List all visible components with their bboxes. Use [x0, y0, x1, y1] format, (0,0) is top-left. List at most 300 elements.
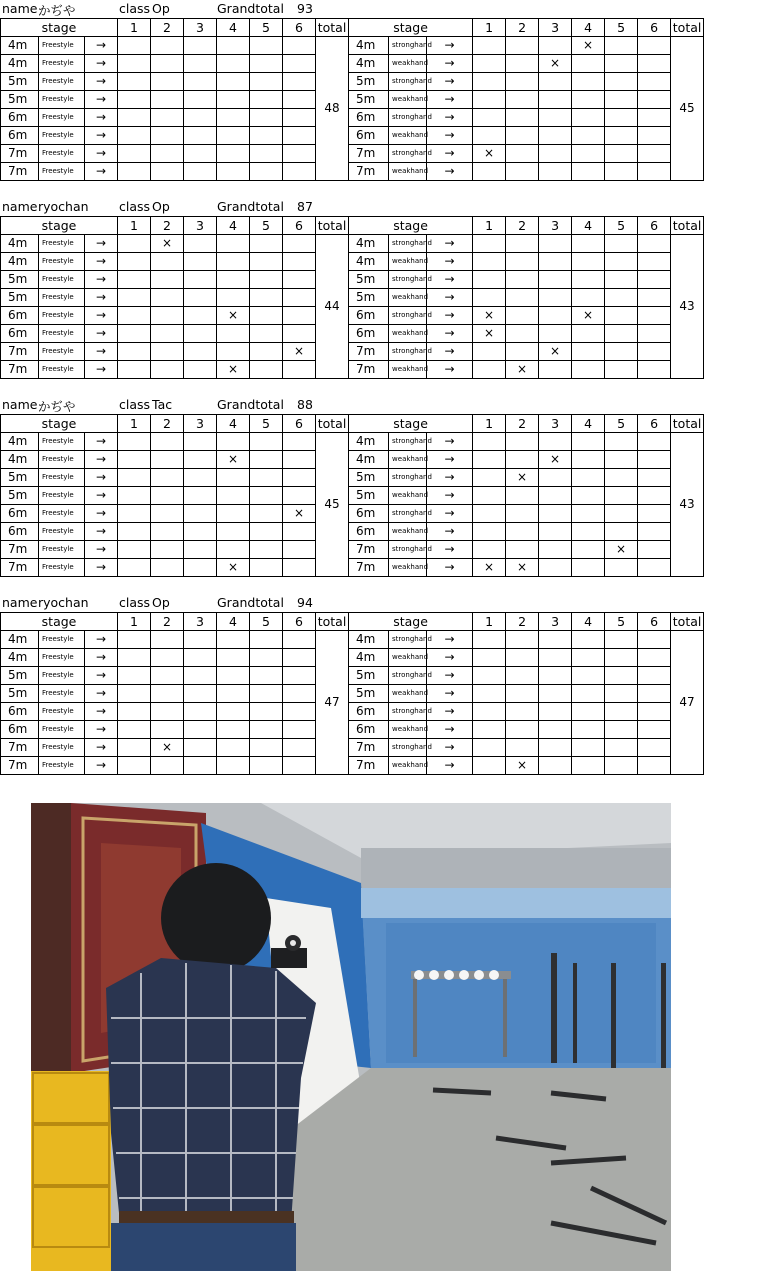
right-score-cell [506, 271, 539, 289]
right-score-cell [572, 667, 605, 685]
right-score-cell [605, 55, 638, 73]
right-distance-cell: 6m [349, 721, 389, 739]
left-score-cell [151, 667, 184, 685]
right-score-cell: × [539, 343, 572, 361]
right-distance-cell: 6m [349, 325, 389, 343]
right-score-cell [638, 757, 671, 775]
class-value: Op [152, 199, 170, 214]
right-stage-tag-cell: weakhand [389, 127, 427, 145]
left-score-cell [283, 145, 316, 163]
right-stage-tag-cell: stronghand [389, 145, 427, 163]
left-stage-tag-cell: Freestyle [39, 505, 85, 523]
right-arrow-cell: → [427, 127, 473, 145]
right-score-cell [473, 91, 506, 109]
left-score-cell [283, 721, 316, 739]
left-total-header: total [316, 19, 349, 37]
right-score-cell [638, 325, 671, 343]
left-distance-cell: 6m [1, 127, 39, 145]
right-score-cell [506, 631, 539, 649]
right-score-cell [605, 235, 638, 253]
right-column-header: 2 [506, 415, 539, 433]
right-score-cell [539, 145, 572, 163]
left-score-cell [118, 91, 151, 109]
right-score-cell [605, 325, 638, 343]
left-score-cell: × [217, 559, 250, 577]
right-score-cell [572, 631, 605, 649]
left-score-cell [184, 37, 217, 55]
right-score-cell [473, 487, 506, 505]
right-distance-cell: 4m [349, 451, 389, 469]
right-score-cell [638, 469, 671, 487]
left-score-cell [151, 289, 184, 307]
left-score-cell [217, 109, 250, 127]
left-score-cell [151, 451, 184, 469]
right-score-cell [572, 433, 605, 451]
right-score-cell [506, 703, 539, 721]
left-score-cell [118, 289, 151, 307]
left-score-cell [283, 487, 316, 505]
right-distance-cell: 7m [349, 163, 389, 181]
left-arrow-cell: → [85, 739, 118, 757]
left-score-cell [283, 433, 316, 451]
right-stage-header: stage [349, 415, 473, 433]
left-distance-cell: 4m [1, 649, 39, 667]
right-score-cell [638, 523, 671, 541]
right-score-cell [473, 631, 506, 649]
left-score-cell [118, 73, 151, 91]
left-distance-cell: 6m [1, 109, 39, 127]
left-score-cell [151, 685, 184, 703]
right-distance-cell: 5m [349, 271, 389, 289]
right-column-header: 6 [638, 19, 671, 37]
right-score-cell [572, 127, 605, 145]
left-distance-cell: 4m [1, 631, 39, 649]
right-score-cell: × [539, 451, 572, 469]
left-score-cell: × [151, 235, 184, 253]
left-distance-cell: 6m [1, 703, 39, 721]
right-score-cell: × [605, 541, 638, 559]
right-arrow-cell: → [427, 307, 473, 325]
left-score-cell [151, 757, 184, 775]
left-score-cell [151, 271, 184, 289]
left-arrow-cell: → [85, 145, 118, 163]
left-score-cell [184, 487, 217, 505]
left-score-cell [250, 145, 283, 163]
right-arrow-cell: → [427, 631, 473, 649]
right-score-cell [572, 271, 605, 289]
left-score-cell [250, 55, 283, 73]
right-score-cell [572, 649, 605, 667]
right-stage-tag-cell: weakhand [389, 361, 427, 379]
right-stage-tag-cell: weakhand [389, 55, 427, 73]
right-score-cell [572, 235, 605, 253]
right-score-cell [506, 289, 539, 307]
right-score-cell [506, 667, 539, 685]
right-arrow-cell: → [427, 703, 473, 721]
table-row [1, 73, 777, 91]
right-distance-cell: 7m [349, 145, 389, 163]
right-column-header: 1 [473, 613, 506, 631]
right-distance-cell: 5m [349, 667, 389, 685]
left-distance-cell: 6m [1, 307, 39, 325]
right-stage-tag-cell: weakhand [389, 721, 427, 739]
right-score-cell [473, 163, 506, 181]
left-score-cell [250, 739, 283, 757]
left-score-cell [118, 469, 151, 487]
left-score-cell [250, 253, 283, 271]
right-score-cell: × [506, 469, 539, 487]
right-arrow-cell: → [427, 325, 473, 343]
right-score-cell [506, 37, 539, 55]
left-score-cell [184, 109, 217, 127]
right-arrow-cell: → [427, 757, 473, 775]
left-arrow-cell: → [85, 91, 118, 109]
right-score-cell [605, 487, 638, 505]
right-score-cell: × [506, 361, 539, 379]
left-score-cell [184, 703, 217, 721]
left-score-cell [184, 325, 217, 343]
left-score-cell [250, 235, 283, 253]
left-distance-cell: 7m [1, 163, 39, 181]
left-score-cell [184, 559, 217, 577]
left-score-cell [283, 271, 316, 289]
right-arrow-cell: → [427, 469, 473, 487]
right-column-header: 5 [605, 415, 638, 433]
left-score-cell [118, 163, 151, 181]
left-arrow-cell: → [85, 469, 118, 487]
left-score-cell [283, 451, 316, 469]
grandtotal-label: Grandtotal [217, 1, 284, 16]
left-score-cell [118, 703, 151, 721]
left-score-cell [151, 703, 184, 721]
left-distance-cell: 4m [1, 253, 39, 271]
right-score-cell [605, 523, 638, 541]
right-score-cell [506, 73, 539, 91]
sheet-header [0, 0, 725, 18]
left-score-cell [283, 541, 316, 559]
left-score-cell [151, 649, 184, 667]
table-row [1, 685, 777, 703]
left-score-cell [283, 559, 316, 577]
right-score-cell [605, 433, 638, 451]
table-row [1, 469, 777, 487]
right-score-cell [539, 703, 572, 721]
table-row [1, 307, 777, 325]
left-stage-tag-cell: Freestyle [39, 469, 85, 487]
right-score-cell [572, 91, 605, 109]
left-score-cell [250, 433, 283, 451]
right-score-cell [473, 667, 506, 685]
class-label: class [119, 1, 151, 16]
left-score-cell [217, 487, 250, 505]
left-column-header: 6 [283, 19, 316, 37]
right-score-cell [506, 109, 539, 127]
table-row [1, 757, 777, 775]
left-score-cell [217, 667, 250, 685]
right-score-cell [605, 343, 638, 361]
table-row [1, 361, 777, 379]
left-column-header: 3 [184, 613, 217, 631]
left-column-header: 4 [217, 217, 250, 235]
left-column-header: 1 [118, 613, 151, 631]
left-score-cell [184, 253, 217, 271]
right-distance-cell: 4m [349, 55, 389, 73]
left-score-cell [283, 757, 316, 775]
left-score-cell [184, 505, 217, 523]
left-score-cell [283, 37, 316, 55]
left-stage-tag-cell: Freestyle [39, 73, 85, 91]
right-score-cell: × [539, 55, 572, 73]
left-score-cell [184, 91, 217, 109]
left-score-cell [151, 325, 184, 343]
left-score-cell [250, 163, 283, 181]
left-score-cell [118, 721, 151, 739]
left-score-cell [184, 721, 217, 739]
right-stage-tag-cell: stronghand [389, 505, 427, 523]
left-score-cell [217, 433, 250, 451]
left-column-header: 2 [151, 415, 184, 433]
right-distance-cell: 7m [349, 739, 389, 757]
right-score-cell [506, 343, 539, 361]
left-score-cell [283, 523, 316, 541]
table-row [1, 505, 777, 523]
left-score-cell [184, 739, 217, 757]
right-total-header: total [671, 415, 704, 433]
right-score-cell [473, 523, 506, 541]
left-stage-tag-cell: Freestyle [39, 433, 85, 451]
left-score-cell [118, 109, 151, 127]
left-distance-cell: 7m [1, 361, 39, 379]
right-score-cell: × [506, 559, 539, 577]
left-score-cell [151, 487, 184, 505]
right-score-cell [572, 757, 605, 775]
left-score-cell [250, 271, 283, 289]
left-arrow-cell: → [85, 721, 118, 739]
right-score-cell [605, 505, 638, 523]
right-score-cell [506, 307, 539, 325]
right-distance-cell: 4m [349, 37, 389, 55]
right-distance-cell: 6m [349, 127, 389, 145]
left-score-cell [217, 469, 250, 487]
right-column-header: 5 [605, 19, 638, 37]
right-total-header: total [671, 217, 704, 235]
right-score-cell [605, 721, 638, 739]
left-score-cell: × [217, 361, 250, 379]
right-distance-cell: 5m [349, 487, 389, 505]
left-score-cell [283, 127, 316, 145]
right-score-cell [638, 739, 671, 757]
left-score-cell [217, 73, 250, 91]
left-score-cell [217, 631, 250, 649]
right-score-cell [638, 541, 671, 559]
grandtotal-label: Grandtotal [217, 199, 284, 214]
right-score-cell [473, 253, 506, 271]
left-score-cell [184, 127, 217, 145]
right-stage-tag-cell: stronghand [389, 667, 427, 685]
left-score-cell [184, 631, 217, 649]
left-score-cell [184, 343, 217, 361]
right-score-cell [473, 271, 506, 289]
left-score-cell [151, 559, 184, 577]
right-distance-cell: 7m [349, 361, 389, 379]
left-score-cell [118, 757, 151, 775]
right-score-cell [605, 109, 638, 127]
left-column-header: 5 [250, 613, 283, 631]
left-score-cell [217, 271, 250, 289]
left-score-cell [151, 55, 184, 73]
left-arrow-cell: → [85, 271, 118, 289]
right-distance-cell: 4m [349, 253, 389, 271]
right-score-cell [638, 73, 671, 91]
left-score-cell [184, 235, 217, 253]
left-score-cell [118, 343, 151, 361]
left-score-cell [118, 541, 151, 559]
right-score-cell: × [506, 757, 539, 775]
right-score-cell [572, 505, 605, 523]
left-score-cell [184, 451, 217, 469]
left-arrow-cell: → [85, 757, 118, 775]
class-value: Op [152, 595, 170, 610]
right-score-cell [506, 325, 539, 343]
table-row [1, 271, 777, 289]
left-stage-tag-cell: Freestyle [39, 559, 85, 577]
left-score-cell [217, 253, 250, 271]
left-score-cell [250, 649, 283, 667]
right-score-cell [605, 253, 638, 271]
left-column-header: 4 [217, 415, 250, 433]
right-score-cell [473, 73, 506, 91]
right-score-cell [605, 127, 638, 145]
left-score-cell [118, 451, 151, 469]
left-stage-tag-cell: Freestyle [39, 523, 85, 541]
left-distance-cell: 5m [1, 73, 39, 91]
right-score-cell [638, 487, 671, 505]
table-row [1, 523, 777, 541]
left-arrow-cell: → [85, 37, 118, 55]
left-arrow-cell: → [85, 559, 118, 577]
right-arrow-cell: → [427, 289, 473, 307]
right-score-cell [572, 721, 605, 739]
left-distance-cell: 4m [1, 433, 39, 451]
right-score-cell [506, 433, 539, 451]
right-score-cell [572, 361, 605, 379]
right-score-cell [506, 145, 539, 163]
right-score-cell [539, 91, 572, 109]
left-stage-header: stage [1, 613, 118, 631]
right-stage-tag-cell: stronghand [389, 343, 427, 361]
left-column-header: 6 [283, 415, 316, 433]
class-label: class [119, 595, 151, 610]
left-score-cell [250, 451, 283, 469]
left-score-cell [217, 325, 250, 343]
right-column-header: 5 [605, 217, 638, 235]
right-score-cell [638, 703, 671, 721]
left-distance-cell: 7m [1, 559, 39, 577]
left-score-cell [250, 469, 283, 487]
left-score-cell [250, 343, 283, 361]
right-arrow-cell: → [427, 145, 473, 163]
left-score-cell [250, 757, 283, 775]
left-score-cell [250, 523, 283, 541]
left-score-cell [184, 73, 217, 91]
left-score-cell [118, 145, 151, 163]
right-distance-cell: 7m [349, 559, 389, 577]
right-score-cell [539, 163, 572, 181]
right-stage-tag-cell: stronghand [389, 271, 427, 289]
right-stage-tag-cell: stronghand [389, 703, 427, 721]
right-distance-cell: 5m [349, 91, 389, 109]
left-distance-cell: 7m [1, 739, 39, 757]
table-row [1, 289, 777, 307]
right-score-cell [638, 721, 671, 739]
right-score-cell [638, 631, 671, 649]
left-score-cell [118, 559, 151, 577]
table-row [1, 127, 777, 145]
right-distance-cell: 7m [349, 541, 389, 559]
right-score-cell [506, 523, 539, 541]
right-arrow-cell: → [427, 685, 473, 703]
left-score-cell [250, 721, 283, 739]
left-score-cell [151, 145, 184, 163]
left-stage-tag-cell: Freestyle [39, 721, 85, 739]
left-score-cell [151, 361, 184, 379]
right-column-header: 4 [572, 415, 605, 433]
right-stage-tag-cell: stronghand [389, 469, 427, 487]
left-distance-cell: 7m [1, 145, 39, 163]
right-score-cell [473, 541, 506, 559]
left-column-header: 2 [151, 19, 184, 37]
left-column-header: 4 [217, 19, 250, 37]
right-score-cell [506, 127, 539, 145]
right-score-cell [638, 271, 671, 289]
right-score-cell [638, 649, 671, 667]
left-stage-tag-cell: Freestyle [39, 289, 85, 307]
right-score-cell [473, 433, 506, 451]
left-stage-tag-cell: Freestyle [39, 109, 85, 127]
shooting-range-photo [31, 803, 671, 1271]
right-stage-tag-cell: stronghand [389, 433, 427, 451]
right-score-cell [605, 163, 638, 181]
right-stage-tag-cell: weakhand [389, 757, 427, 775]
left-score-cell [250, 91, 283, 109]
grandtotal-value: 93 [297, 1, 313, 16]
left-stage-header: stage [1, 19, 118, 37]
right-score-cell [572, 55, 605, 73]
right-distance-cell: 7m [349, 757, 389, 775]
left-distance-cell: 5m [1, 487, 39, 505]
left-score-cell [283, 91, 316, 109]
left-score-cell [283, 649, 316, 667]
right-stage-tag-cell: weakhand [389, 559, 427, 577]
left-stage-tag-cell: Freestyle [39, 703, 85, 721]
left-score-cell [250, 487, 283, 505]
left-arrow-cell: → [85, 523, 118, 541]
right-arrow-cell: → [427, 55, 473, 73]
right-score-cell [539, 685, 572, 703]
left-score-cell [283, 289, 316, 307]
left-stage-tag-cell: Freestyle [39, 307, 85, 325]
left-score-cell [118, 631, 151, 649]
right-column-header: 1 [473, 415, 506, 433]
right-column-header: 1 [473, 19, 506, 37]
left-score-cell [118, 235, 151, 253]
right-score-cell [473, 361, 506, 379]
right-arrow-cell: → [427, 109, 473, 127]
table-row [1, 145, 777, 163]
left-stage-tag-cell: Freestyle [39, 127, 85, 145]
left-score-cell [250, 289, 283, 307]
left-score-cell: × [283, 343, 316, 361]
